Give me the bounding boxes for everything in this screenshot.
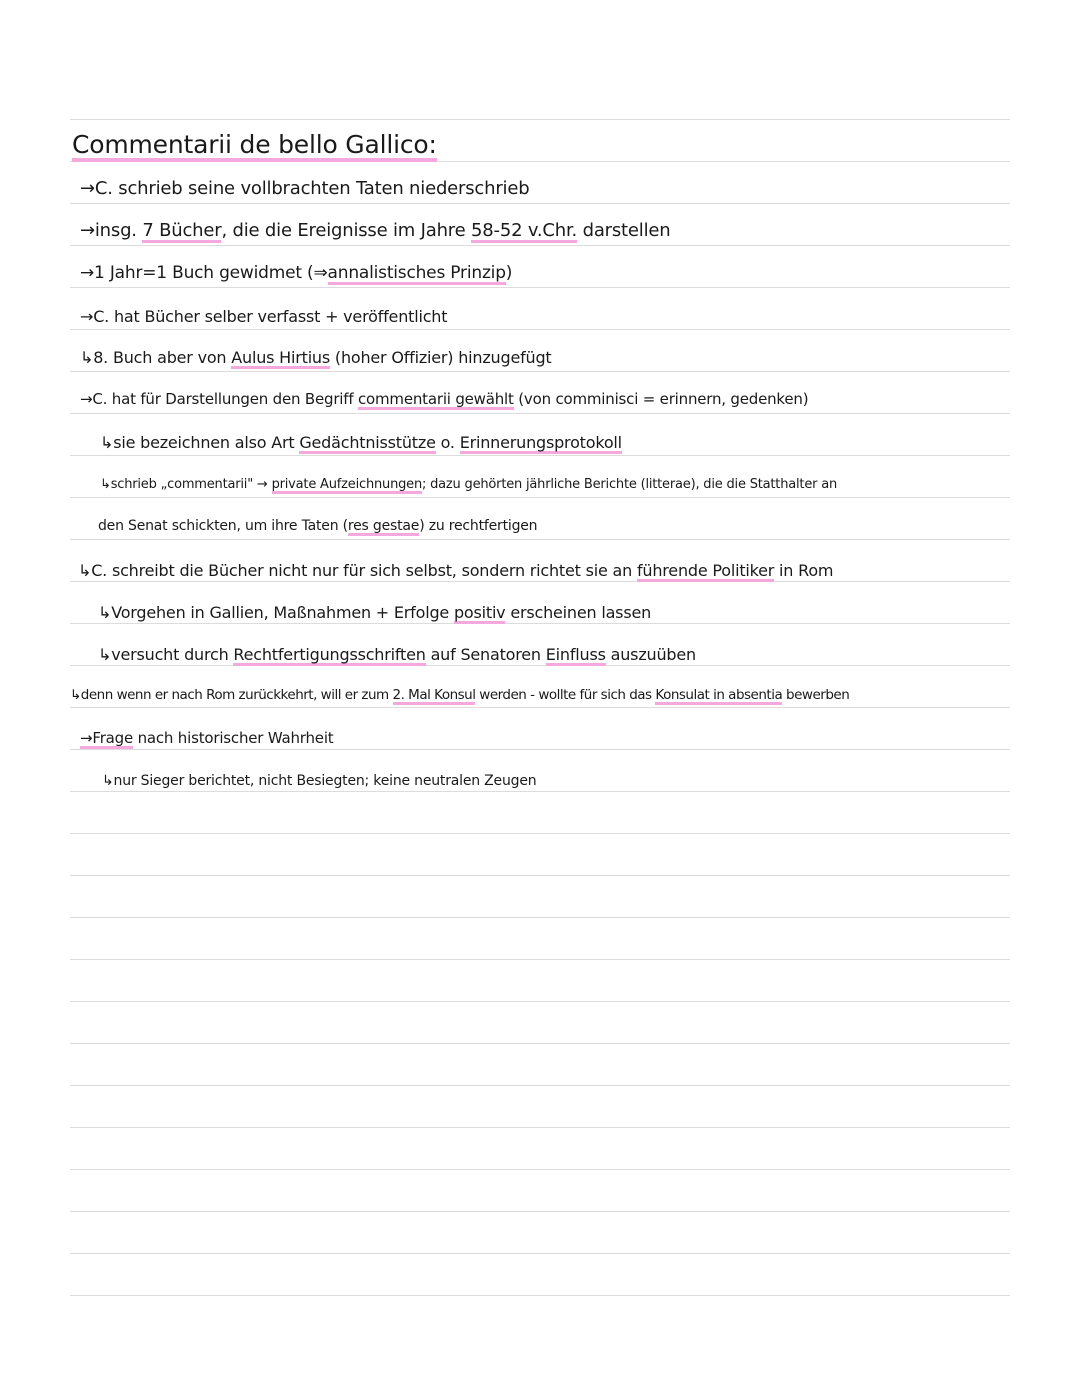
ruled-line bbox=[70, 581, 1010, 582]
note-text: den Senat schickten, um ihre Taten ( bbox=[98, 518, 348, 534]
highlighted-text: commentarii gewählt bbox=[358, 390, 514, 411]
note-text: →1 Jahr=1 Buch gewidmet (⇒ bbox=[80, 263, 328, 283]
ruled-line bbox=[70, 329, 1010, 330]
ruled-line bbox=[70, 665, 1010, 666]
highlighted-text: Erinnerungsprotokoll bbox=[460, 433, 622, 455]
ruled-line bbox=[70, 749, 1010, 750]
ruled-line bbox=[70, 539, 1010, 540]
ruled-line bbox=[70, 1043, 1010, 1044]
note-line bbox=[80, 392, 808, 407]
ruled-line bbox=[70, 1295, 1010, 1296]
ruled-line bbox=[70, 917, 1010, 918]
ruled-line bbox=[70, 623, 1010, 624]
note-text: ) bbox=[505, 263, 513, 283]
ruled-line bbox=[70, 245, 1010, 246]
note-line bbox=[70, 689, 849, 703]
note-title bbox=[72, 132, 437, 157]
note-text: ↳schrieb „commentarii" → bbox=[100, 477, 272, 492]
note-line bbox=[80, 180, 529, 198]
highlighted-text: positiv bbox=[454, 603, 506, 625]
note-text: nach historischer Wahrheit bbox=[133, 729, 334, 747]
note-text: (von comminisci = erinnern, gedenken) bbox=[513, 390, 809, 408]
ruled-line bbox=[70, 1211, 1010, 1212]
note-line bbox=[80, 222, 670, 240]
note-line bbox=[98, 647, 696, 663]
note-line bbox=[80, 309, 447, 325]
highlighted-text: Rechtfertigungsschriften bbox=[233, 645, 425, 667]
note-text: ↳sie bezeichnen also Art bbox=[100, 433, 300, 452]
highlighted-text: annalistisches Prinzip bbox=[328, 263, 506, 286]
note-text: darstellen bbox=[577, 220, 671, 241]
note-text: bewerben bbox=[782, 687, 850, 703]
highlighted-text: führende Politiker bbox=[637, 561, 774, 583]
note-text: ↳8. Buch aber von bbox=[80, 348, 232, 367]
highlighted-text: Aulus Hirtius bbox=[231, 348, 330, 370]
note-text: in Rom bbox=[774, 561, 834, 580]
ruled-line bbox=[70, 1001, 1010, 1002]
ruled-line bbox=[70, 1085, 1010, 1086]
note-line bbox=[80, 731, 333, 746]
highlighted-text: →Frage bbox=[80, 729, 133, 750]
ruled-line bbox=[70, 203, 1010, 204]
ruled-line bbox=[70, 497, 1010, 498]
note-line bbox=[98, 519, 537, 533]
ruled-line bbox=[70, 833, 1010, 834]
note-text: →C. hat Bücher selber verfasst + veröffentlicht bbox=[80, 307, 448, 326]
note-text: , die die Ereignisse im Jahre bbox=[221, 220, 472, 241]
note-text: ↳nur Sieger berichtet, nicht Besiegten; keine neutralen Zeugen bbox=[102, 773, 537, 789]
highlighted-text: Einfluss bbox=[546, 645, 606, 667]
highlighted-text: Konsulat in absentia bbox=[655, 687, 782, 706]
note-text: auszuüben bbox=[605, 645, 696, 664]
note-text: o. bbox=[435, 433, 460, 452]
highlighted-text: Gedächtnisstütze bbox=[299, 433, 435, 455]
ruled-line bbox=[70, 1127, 1010, 1128]
note-text: ↳denn wenn er nach Rom zurückkehrt, will er zum bbox=[70, 687, 393, 703]
note-text: (hoher Offizier) hinzugefügt bbox=[330, 348, 552, 367]
note-text: →C. schrieb seine vollbrachten Taten niederschrieb bbox=[80, 178, 530, 199]
highlighted-text: 2. Mal Konsul bbox=[393, 687, 476, 706]
ruled-line bbox=[70, 707, 1010, 708]
note-line bbox=[100, 435, 622, 451]
note-title-text: Commentarii de bello Gallico: bbox=[72, 130, 437, 163]
note-line bbox=[80, 265, 512, 282]
note-line bbox=[80, 350, 552, 366]
highlighted-text: res gestae bbox=[348, 518, 419, 537]
note-line bbox=[98, 605, 651, 621]
ruled-line bbox=[70, 455, 1010, 456]
ruled-line bbox=[70, 1253, 1010, 1254]
note-text: ↳versucht durch bbox=[98, 645, 234, 664]
note-text: →C. hat für Darstellungen den Begriff bbox=[80, 390, 358, 408]
note-line bbox=[78, 563, 833, 579]
note-line bbox=[102, 774, 536, 788]
ruled-line bbox=[70, 1169, 1010, 1170]
ruled-line bbox=[70, 875, 1010, 876]
ruled-line bbox=[70, 791, 1010, 792]
note-text: auf Senatoren bbox=[425, 645, 546, 664]
highlighted-text: 58-52 v.Chr. bbox=[471, 220, 577, 244]
ruled-line bbox=[70, 119, 1010, 120]
highlighted-text: private Aufzeichnungen bbox=[272, 477, 422, 495]
note-text: →insg. bbox=[80, 220, 143, 241]
highlighted-text: 7 Bücher bbox=[142, 220, 221, 244]
note-text: erscheinen lassen bbox=[505, 603, 652, 622]
note-text: ↳Vorgehen in Gallien, Maßnahmen + Erfolge bbox=[98, 603, 454, 622]
note-text: ) zu rechtfertigen bbox=[419, 518, 538, 534]
note-line bbox=[100, 478, 837, 491]
note-text: ; dazu gehörten jährliche Berichte (litterae), die die Statthalter an bbox=[422, 477, 837, 492]
note-text: ↳C. schreibt die Bücher nicht nur für sich selbst, sondern richtet sie an bbox=[78, 561, 637, 580]
ruled-line bbox=[70, 287, 1010, 288]
ruled-line bbox=[70, 413, 1010, 414]
note-text: werden - wollte für sich das bbox=[475, 687, 656, 703]
ruled-line bbox=[70, 371, 1010, 372]
ruled-line bbox=[70, 959, 1010, 960]
